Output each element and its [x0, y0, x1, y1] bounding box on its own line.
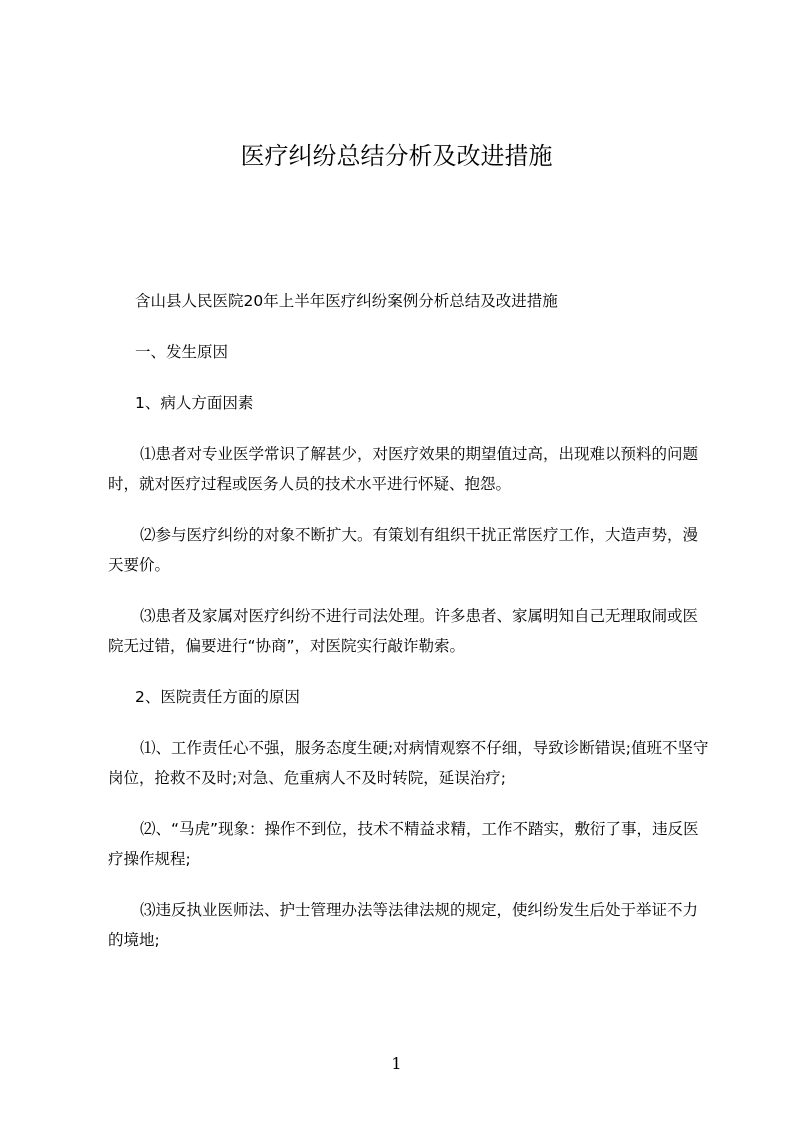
subsection-heading-hospital-factors: 2、医院责任方面的原因	[135, 688, 300, 706]
document-body	[108, 286, 710, 976]
document-title: 医疗纠纷总结分析及改进措施	[240, 142, 553, 170]
paragraph-patient-factor-2: ⑵参与医疗纠纷的对象不断扩大。有策划有组织干扰正常医疗工作，大造声势，漫天要价。	[108, 526, 699, 574]
page-number: 1	[391, 1054, 402, 1073]
subsection-heading-patient-factors: 1、病人方面因素	[135, 394, 254, 412]
paragraph-patient-factor-3: ⑶患者及家属对医疗纠纷不进行司法处理。许多患者、家属明知自己无理取闹或医院无过错，偏要进行“协商”，对医院实行敲诈勒索。	[108, 607, 699, 655]
paragraph-hospital-factor-1: ⑴、工作责任心不强，服务态度生硬;对病情观察不仔细，导致诊断错误;值班不坚守岗位，抢救不及时;对急、危重病人不及时转院，延误治疗;	[108, 739, 709, 787]
paragraph-hospital-factor-2: ⑵、“马虎”现象：操作不到位，技术不精益求精，工作不踏实，敷衍了事，违反医疗操作规程;	[108, 820, 699, 868]
paragraph-patient-factor-1: ⑴患者对专业医学常识了解甚少，对医疗效果的期望值过高，出现难以预料的问题时，就对医疗过程或医务人员的技术水平进行怀疑、抱怨。	[108, 445, 699, 493]
section-heading-causes: 一、发生原因	[135, 343, 229, 361]
paragraph-subtitle: 含山县人民医院20年上半年医疗纠纷案例分析总结及改进措施	[135, 292, 558, 310]
paragraph-hospital-factor-3: ⑶违反执业医师法、护士管理办法等法律法规的规定，使纠纷发生后处于举证不力的境地;	[108, 901, 699, 949]
